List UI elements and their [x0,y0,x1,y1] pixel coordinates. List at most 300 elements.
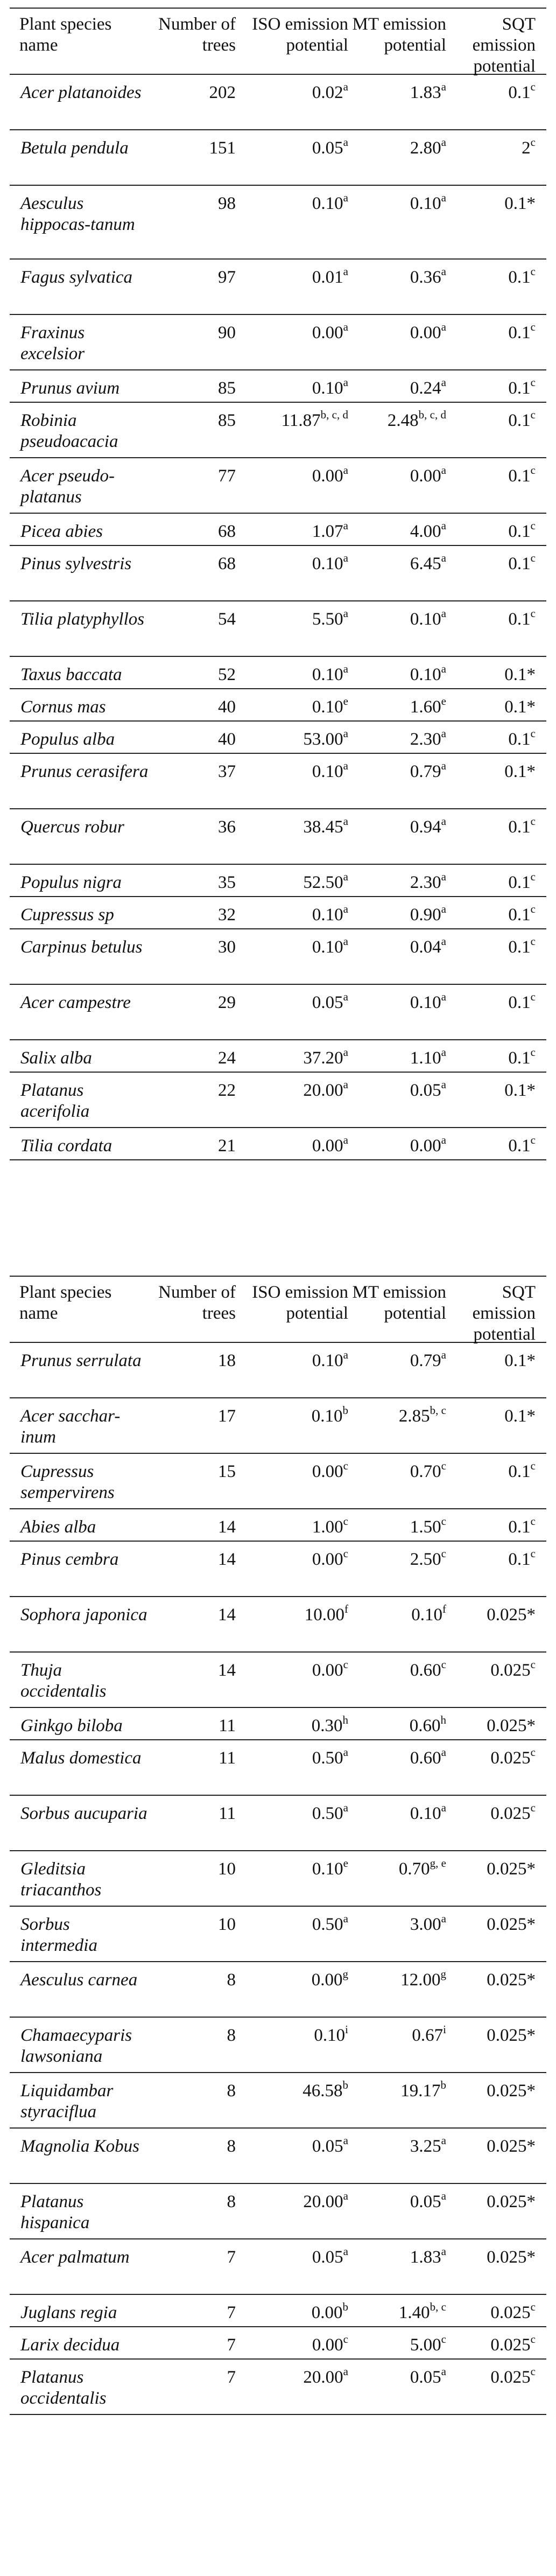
table-row [10,514,546,546]
iso-value-footnote: a [343,1078,348,1091]
sqt-value-value: 0.025* [487,1970,536,1990]
mt-value-footnote: a [441,870,446,883]
species-name-value: Carpinus betulus [20,937,143,957]
mt-value-value: 0.60 [410,1748,441,1768]
mt-value [348,1542,446,1570]
mt-value-footnote: c [441,2333,446,2346]
mt-value-value: 0.60 [409,1716,441,1735]
iso-value [236,403,348,431]
tree-count [150,2239,236,2268]
mt-value-value: 0.70 [398,1859,430,1879]
sqt-value [446,1542,536,1570]
tree-count-value: 7 [227,2248,236,2267]
species-name [10,2327,150,2356]
header-mt: MT emission potential [352,1283,446,1323]
table-row [10,1509,546,1542]
iso-value-footnote: b [342,2078,348,2091]
tree-count [150,458,236,487]
species-name-value: Picea abies [20,522,103,541]
mt-value-footnote: c [441,1459,446,1472]
tree-count [150,2018,236,2046]
iso-value-footnote: i [345,2023,348,2036]
mt-value-footnote: a [441,1912,446,1925]
mt-value-value: 2.30 [410,873,441,892]
table-row [10,1398,546,1454]
mt-value-value: 0.00 [410,466,441,486]
table-row [10,689,546,722]
iso-value-value: 0.00 [312,1462,343,1481]
iso-value [236,1128,348,1157]
iso-value-footnote: b, c, d [320,408,348,421]
mt-value [348,1128,446,1157]
iso-value-value: 0.01 [312,268,343,287]
species-name-value: Prunus serrulata [20,1351,142,1370]
iso-value-footnote: c [343,2333,348,2346]
tree-count [150,689,236,718]
tree-count-value: 22 [218,1081,236,1100]
mt-value [348,186,446,214]
sqt-value [446,809,536,838]
tree-count-value: 8 [227,2192,236,2211]
sqt-value-footnote: c [530,408,536,421]
iso-value [236,370,348,399]
iso-value-footnote: c [343,1547,348,1560]
species-name [10,186,150,235]
sqt-value-value: 0.1* [504,762,536,781]
tree-count [150,1597,236,1626]
iso-value [236,1542,348,1570]
mt-value-footnote: a [441,464,446,477]
table-row [10,1653,546,1708]
table-row [10,1343,546,1398]
table-row [10,2327,546,2360]
sqt-value-value: 0.025* [487,2192,536,2211]
mt-value [348,1708,446,1737]
species-name-value: Aesculus hippocas-tanum [20,194,135,234]
sqt-value-value: 0.1 [508,905,531,925]
iso-value-footnote: a [343,320,348,333]
sqt-value [446,1040,536,1069]
tree-count-value: 68 [218,554,236,573]
mt-value [348,458,446,487]
sqt-value-value: 0.1 [508,993,531,1012]
table-row [10,2239,546,2295]
sqt-value-footnote: c [530,1801,536,1814]
species-name [10,1653,150,1702]
sqt-value [446,130,536,159]
tree-count-value: 151 [209,138,236,158]
species-name-value: Platanus acerifolia [20,1081,90,1121]
mt-value-footnote: g [440,1968,446,1980]
mt-value-footnote: a [441,2245,446,2258]
iso-value-value: 0.02 [312,83,343,102]
sqt-value-value: 0.025* [487,1716,536,1735]
mt-value-value: 0.05 [410,1081,441,1100]
tree-count [150,754,236,782]
iso-value-value: 10.00 [304,1605,344,1625]
species-name [10,458,150,508]
iso-value-value: 0.05 [312,2137,343,2156]
iso-value-value: 0.10 [312,1351,343,1370]
species-name-value: Quercus robur [20,817,124,837]
tree-count [150,1073,236,1101]
table-row [10,2295,546,2327]
tree-count-value: 37 [218,762,236,781]
mt-value [348,2018,446,2046]
header-iso: ISO emission potential [252,15,348,55]
iso-value-footnote: a [343,902,348,915]
mt-value-value: 0.04 [410,937,441,957]
tree-count [150,1343,236,1371]
species-name-value: Pinus sylvestris [20,554,132,573]
iso-value-footnote: a [343,376,348,389]
tree-count [150,1907,236,1935]
iso-value-value: 46.58 [302,2081,343,2101]
tree-count-value: 32 [218,905,236,925]
species-name-value: Tilia platyphyllos [20,610,145,629]
iso-value [236,1040,348,1069]
mt-value-footnote: b [440,2078,446,2091]
species-name-value: Larix decidua [20,2335,120,2355]
header-mt: MT emission potential [352,15,446,55]
iso-value-footnote: a [343,870,348,883]
tree-count [150,1128,236,1157]
tree-count [150,722,236,750]
sqt-value [446,601,536,630]
iso-value-value: 1.00 [312,1517,343,1537]
tree-count-value: 10 [218,1915,236,1934]
species-name-value: Tilia cordata [20,1136,112,1156]
tree-count [150,546,236,575]
sqt-value [446,403,536,431]
mt-value [348,1851,446,1880]
mt-value-value: 0.05 [410,2192,441,2211]
sqt-value [446,929,536,958]
sqt-value [446,985,536,1013]
iso-value-value: 0.50 [312,1804,343,1823]
sqt-value-value: 2 [522,138,531,158]
mt-value [348,1653,446,1681]
tree-count-value: 52 [218,665,236,684]
sqt-value [446,722,536,750]
sqt-value [446,1796,536,1824]
mt-value-footnote: a [441,191,446,204]
sqt-value-value: 0.1* [504,665,536,684]
sqt-value-footnote: c [530,902,536,915]
tree-count-value: 7 [227,2368,236,2387]
sqt-value [446,546,536,575]
sqt-value-footnote: c [530,935,536,948]
species-name [10,315,150,365]
sqt-value-value: 0.025* [487,2137,536,2156]
mt-value-value: 1.83 [410,2248,441,2267]
iso-value-footnote: c [343,1658,348,1671]
iso-value [236,1962,348,1991]
iso-value-footnote: a [343,1801,348,1814]
sqt-value-value: 0.025* [487,1605,536,1625]
tree-count-value: 8 [227,1970,236,1990]
mt-value-value: 0.60 [410,1661,441,1680]
header-trees: Number of trees [158,15,236,55]
tree-count-value: 68 [218,522,236,541]
tree-count-value: 21 [218,1136,236,1156]
mt-value-value: 0.10 [410,993,441,1012]
sqt-value-value: 0.025 [490,1661,531,1680]
species-name-value: Thuja occidentalis [20,1661,107,1701]
iso-value-value: 0.10 [312,937,343,957]
sqt-value-value: 0.1* [504,1406,536,1426]
mt-value-value: 0.94 [410,817,441,837]
mt-value-value: 1.50 [410,1517,441,1537]
mt-value-value: 6.45 [410,554,441,573]
species-name [10,2295,150,2323]
species-name-value: Prunus cerasifera [20,762,149,781]
iso-value-value: 0.10 [314,2026,346,2045]
iso-value-footnote: a [343,1912,348,1925]
tree-count [150,403,236,431]
mt-value-value: 12.00 [400,1970,441,1990]
tree-count [150,657,236,685]
sqt-value-value: 0.1 [508,379,531,398]
table-row [10,754,546,809]
table-row [10,1796,546,1851]
iso-value [236,897,348,926]
iso-value [236,601,348,630]
mt-value-value: 0.79 [410,762,441,781]
iso-value-value: 0.10 [312,762,343,781]
iso-value-value: 0.00 [312,1136,343,1156]
species-name-value: Prunus avium [20,379,120,398]
mt-value-value: 0.79 [410,1351,441,1370]
species-name [10,370,150,399]
sqt-value [446,657,536,685]
sqt-value [446,458,536,487]
tree-count [150,2327,236,2356]
iso-value-footnote: a [343,1348,348,1361]
species-name-value: Aesculus carnea [20,1970,138,1990]
iso-value-value: 0.05 [312,138,343,158]
tree-count [150,1542,236,1570]
table-row [10,2184,546,2239]
sqt-value-value: 0.1 [508,323,531,342]
sqt-value-footnote: c [530,376,536,389]
species-name-value: Populus alba [20,730,115,749]
species-name-value: Ginkgo biloba [20,1716,123,1735]
iso-value [236,2360,348,2388]
mt-value [348,1398,446,1427]
tree-count [150,1040,236,1069]
mt-value [348,657,446,685]
table-row [10,458,546,514]
tree-count [150,985,236,1013]
sqt-value-value: 0.1 [508,873,531,892]
tree-count [150,315,236,344]
species-name-value: Platanus occidentalis [20,2368,107,2408]
tree-count-value: 11 [219,1748,236,1768]
iso-value-value: 20.00 [303,2368,343,2387]
iso-value-footnote: a [343,990,348,1003]
mt-value [348,1073,446,1101]
table-row [10,1128,546,1160]
iso-value-value: 0.00 [312,1550,343,1569]
tree-count [150,865,236,893]
species-name-value: Robinia pseudoacacia [20,411,118,451]
iso-value-value: 0.10 [312,665,343,684]
table-row [10,929,546,985]
iso-value-footnote: a [343,662,348,675]
species-name [10,1851,150,1901]
table-row [10,2360,546,2415]
species-name [10,985,150,1013]
mt-value-footnote: e [441,695,446,708]
sqt-value [446,1653,536,1681]
iso-value [236,1796,348,1824]
table-row [10,2018,546,2073]
iso-value [236,1907,348,1935]
iso-value [236,1073,348,1101]
iso-value-value: 0.50 [312,1748,343,1768]
sqt-value-value: 0.025 [490,2303,531,2322]
iso-value [236,1454,348,1482]
species-name [10,260,150,288]
mt-value-footnote: h [440,1713,446,1726]
mt-value [348,546,446,575]
table-row [10,897,546,929]
table-row [10,809,546,865]
header-sqt: SQT emission potential [472,15,536,76]
iso-value-footnote: a [343,2189,348,2202]
table-header [10,8,546,75]
iso-value-footnote: a [343,80,348,93]
iso-value-footnote: a [343,2245,348,2258]
mt-value-value: 2.85 [398,1406,430,1426]
tree-count [150,601,236,630]
table-row [10,865,546,897]
iso-value-value: 0.00 [311,2303,343,2322]
mt-value-value: 2.50 [410,1550,441,1569]
table-row [10,186,546,260]
tree-count-value: 77 [218,466,236,486]
iso-value [236,1343,348,1371]
sqt-value [446,1907,536,1935]
sqt-value-value: 0.1 [508,1136,531,1156]
iso-value [236,2129,348,2157]
species-name-value: Juglans regia [20,2303,117,2322]
mt-value [348,2129,446,2157]
tree-count-value: 98 [218,194,236,213]
iso-value-value: 5.50 [312,610,343,629]
sqt-value-footnote: c [530,265,536,278]
sqt-value-value: 0.025 [490,2368,531,2387]
iso-value [236,75,348,103]
iso-value-footnote: e [343,1857,348,1870]
species-name [10,1907,150,1956]
table-row [10,130,546,186]
mt-value-footnote: b, c [430,2300,446,2313]
iso-value [236,2184,348,2213]
species-name-value: Gleditsia triacanthos [20,1859,102,1900]
iso-value-footnote: c [343,1515,348,1528]
table-row [10,1597,546,1653]
tree-count-value: 35 [218,873,236,892]
species-name [10,1962,150,1991]
species-name [10,75,150,103]
sqt-value-value: 0.1 [508,610,531,629]
iso-value [236,315,348,344]
mt-value-footnote: c [441,1515,446,1528]
mt-value [348,75,446,103]
sqt-value [446,2129,536,2157]
iso-value-footnote: a [343,551,348,564]
iso-value-value: 0.00 [312,323,343,342]
sqt-value [446,1454,536,1482]
iso-value-footnote: a [343,759,348,772]
iso-value-footnote: a [343,265,348,278]
sqt-value-footnote: c [530,2300,536,2313]
mt-value [348,1907,446,1935]
species-name-value: Cornus mas [20,697,106,717]
sqt-value-value: 0.1* [504,697,536,717]
iso-value [236,130,348,159]
sqt-value-value: 0.1 [508,937,531,957]
sqt-value-footnote: c [530,1459,536,1472]
iso-value [236,458,348,487]
iso-value [236,1708,348,1737]
mt-value-footnote: a [441,1801,446,1814]
sqt-value [446,260,536,288]
tree-count [150,1454,236,1482]
iso-value-value: 0.10 [312,194,343,213]
mt-value-value: 1.60 [410,697,441,717]
mt-value-value: 4.00 [410,522,441,541]
tree-count-value: 85 [218,379,236,398]
mt-value-footnote: a [441,727,446,740]
sqt-value-footnote: c [530,1515,536,1528]
table-row [10,260,546,315]
mt-value-footnote: a [441,2134,446,2147]
sqt-value-value: 0.1 [508,554,531,573]
species-name [10,601,150,630]
iso-value-footnote: a [343,1746,348,1759]
species-name [10,689,150,718]
tree-count [150,2295,236,2323]
tree-count [150,1740,236,1769]
tree-count-value: 40 [218,730,236,749]
table-row [10,601,546,657]
iso-value-value: 0.50 [312,1915,343,1934]
sqt-value-footnote: c [530,551,536,564]
sqt-value-footnote: c [530,464,536,477]
sqt-value-value: 0.025* [487,1859,536,1879]
iso-value-value: 0.00 [311,1970,343,1990]
iso-value-footnote: a [343,607,348,620]
tree-count-value: 30 [218,937,236,957]
mt-value [348,514,446,542]
mt-value-footnote: a [441,320,446,333]
sqt-value-value: 0.1 [508,1517,531,1537]
tree-count-value: 15 [218,1462,236,1481]
tree-count [150,75,236,103]
table-row [10,1542,546,1597]
table-header [10,1276,546,1343]
species-name [10,1343,150,1371]
mt-value [348,865,446,893]
mt-value-footnote: f [442,1602,446,1615]
species-name [10,809,150,838]
mt-value [348,2295,446,2323]
iso-value-value: 0.30 [311,1716,343,1735]
mt-value-value: 2.30 [410,730,441,749]
